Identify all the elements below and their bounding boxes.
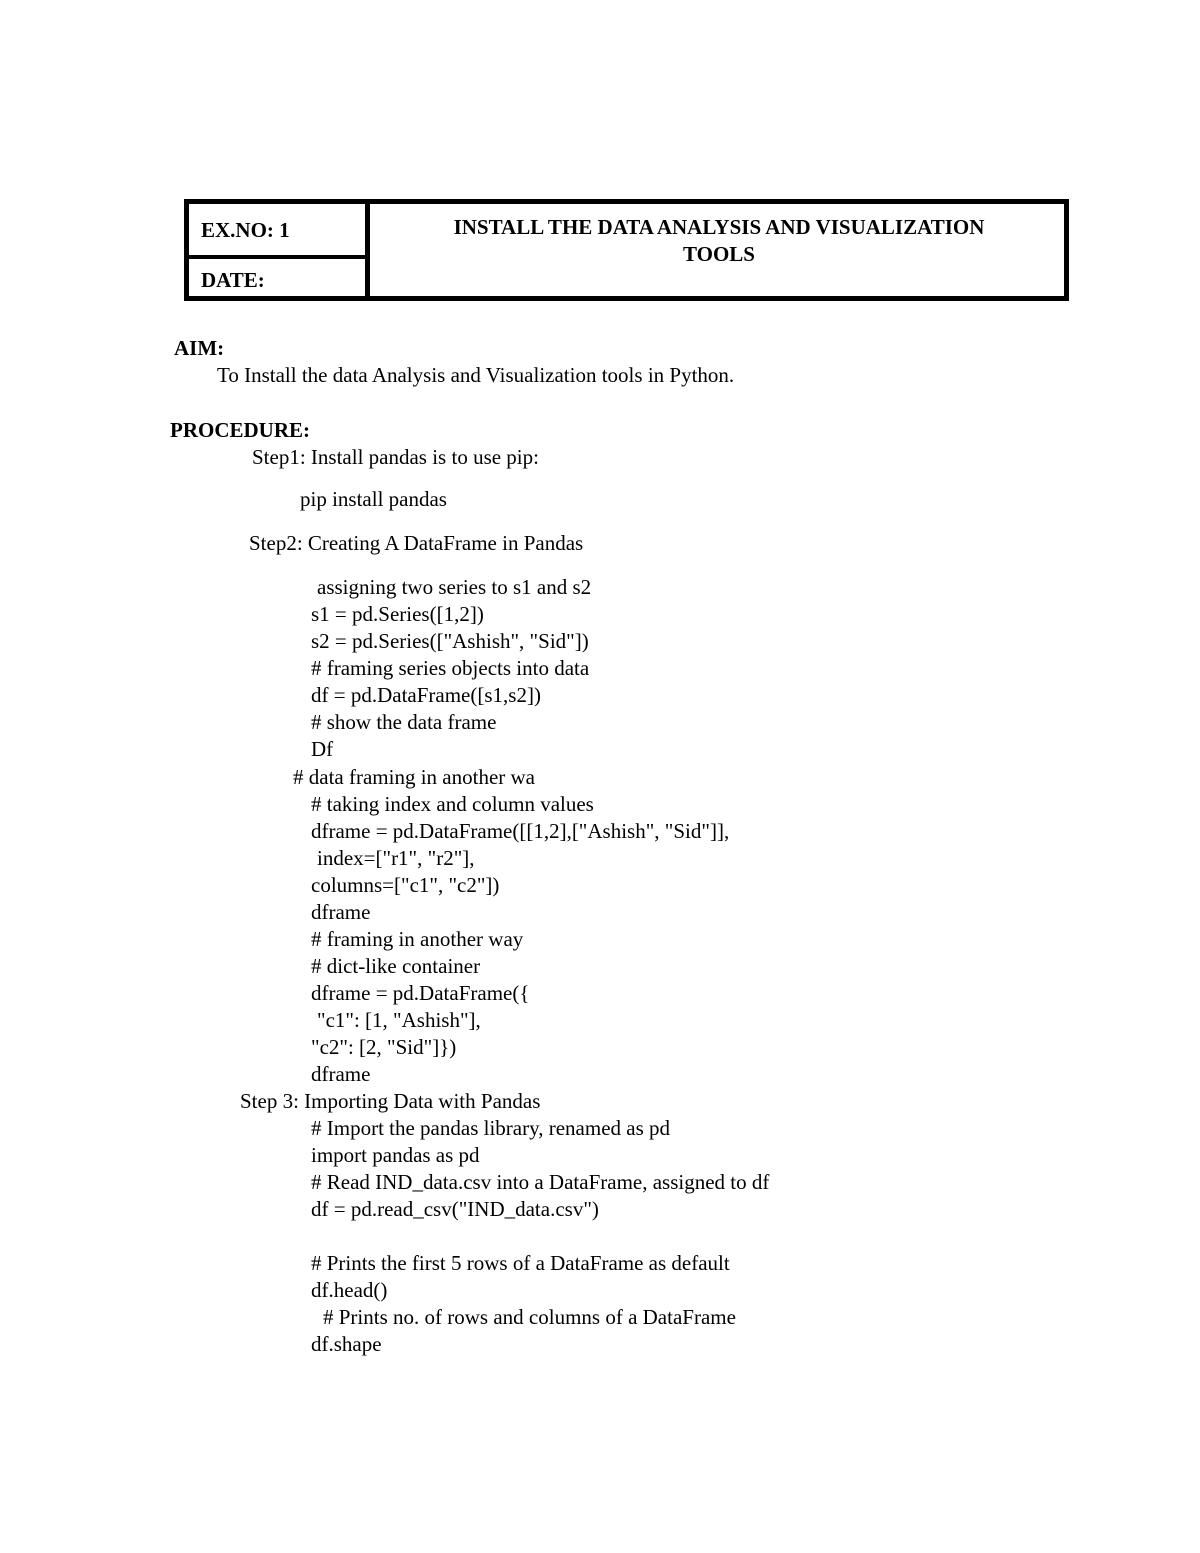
code-line: import pandas as pd xyxy=(311,1143,480,1167)
code-line: # framing in another way xyxy=(311,927,524,951)
date-label: DATE: xyxy=(201,268,265,292)
code-line: Df xyxy=(311,737,334,761)
step-3-heading: Step 3: Importing Data with Pandas xyxy=(240,1089,541,1113)
header-table xyxy=(184,199,1069,301)
code-line: # Read IND_data.csv into a DataFrame, assigned to df xyxy=(311,1170,770,1194)
step-2-heading: Step2: Creating A DataFrame in Pandas xyxy=(249,531,584,555)
code-line: assigning two series to s1 and s2 xyxy=(317,575,592,599)
code-line: # Import the pandas library, renamed as pd xyxy=(311,1116,671,1140)
code-line: # show the data frame xyxy=(311,710,497,734)
code-line: "c2": [2, "Sid"]}) xyxy=(311,1035,457,1059)
code-line: df.head() xyxy=(311,1278,388,1302)
aim-text: To Install the data Analysis and Visualization tools in Python. xyxy=(217,363,735,387)
code-line: # Prints no. of rows and columns of a DataFrame xyxy=(323,1305,736,1329)
code-line: index=["r1", "r2"], xyxy=(317,846,475,870)
code-line: dframe xyxy=(311,900,371,924)
code-line: s1 = pd.Series([1,2]) xyxy=(311,602,484,626)
exercise-title xyxy=(375,214,1063,268)
title-line-2: TOOLS xyxy=(683,242,755,266)
code-line: # dict-like container xyxy=(311,954,481,978)
code-line: "c1": [1, "Ashish"], xyxy=(317,1008,481,1032)
code-line: columns=["c1", "c2"]) xyxy=(311,873,500,897)
header-divider xyxy=(189,255,365,259)
code-line: df = pd.DataFrame([s1,s2]) xyxy=(311,683,541,707)
code-line: # data framing in another wa xyxy=(293,765,535,789)
code-line: # Prints the first 5 rows of a DataFrame as default xyxy=(311,1251,730,1275)
code-line: # taking index and column values xyxy=(311,792,594,816)
exercise-number: EX.NO: 1 xyxy=(201,218,290,242)
aim-heading: AIM: xyxy=(174,336,225,360)
code-line: pip install pandas xyxy=(300,487,447,511)
code-line: df.shape xyxy=(311,1332,382,1356)
procedure-heading: PROCEDURE: xyxy=(170,418,310,442)
title-line-1: INSTALL THE DATA ANALYSIS AND VISUALIZATION xyxy=(453,215,985,239)
code-line: df = pd.read_csv("IND_data.csv") xyxy=(311,1197,599,1221)
code-line: # framing series objects into data xyxy=(311,656,590,680)
code-line: dframe xyxy=(311,1062,371,1086)
step-1-heading: Step1: Install pandas is to use pip: xyxy=(252,445,539,469)
code-line: s2 = pd.Series(["Ashish", "Sid"]) xyxy=(311,629,589,653)
code-line: dframe = pd.DataFrame([[1,2],["Ashish", "Sid"]], xyxy=(311,819,730,843)
code-line: dframe = pd.DataFrame({ xyxy=(311,981,530,1005)
